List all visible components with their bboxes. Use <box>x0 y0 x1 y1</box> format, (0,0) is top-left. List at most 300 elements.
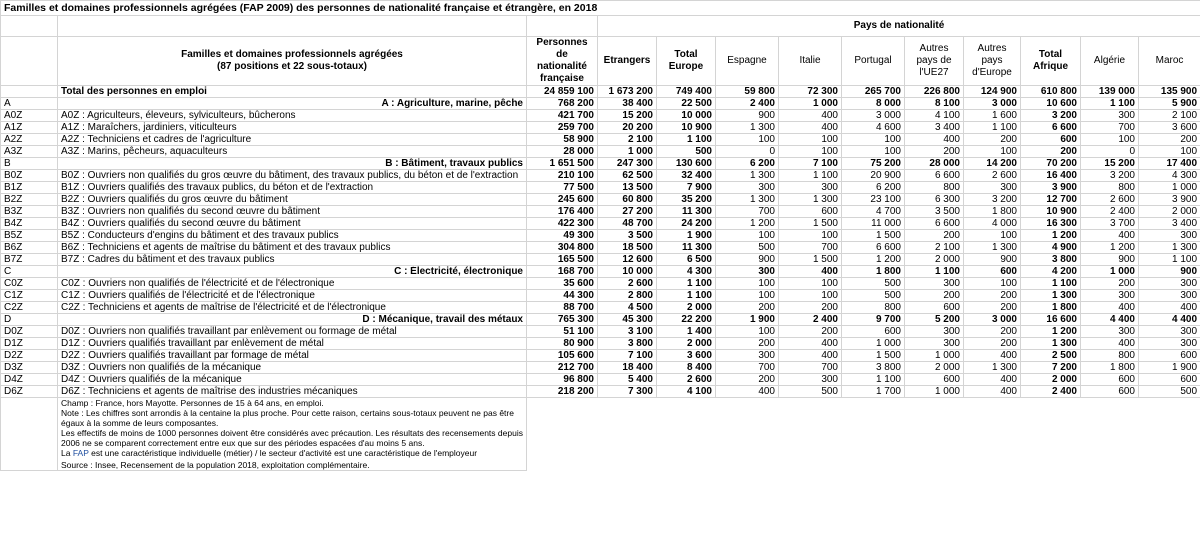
row-code: B3Z <box>1 206 58 218</box>
row-code: B5Z <box>1 230 58 242</box>
row-value: 139 000 <box>1081 86 1139 98</box>
row-value: 3 200 <box>1021 110 1081 122</box>
row-value: 300 <box>1139 326 1200 338</box>
row-value: 2 600 <box>657 374 716 386</box>
row-value: 17 400 <box>1139 158 1200 170</box>
row-code: D <box>1 314 58 326</box>
row-value: 3 600 <box>657 350 716 362</box>
row-value: 2 400 <box>1021 386 1081 398</box>
note-fap: La FAP est une caractéristique individuelle (métier) / le secteur d'activité est une caractéristique de l'employeur <box>61 448 478 458</box>
row-value: 1 000 <box>842 338 905 350</box>
row-value: 1 300 <box>1139 242 1200 254</box>
row-value: 4 500 <box>598 302 657 314</box>
row-label: B1Z : Ouvriers qualifiés des travaux publics, du béton et de l'extraction <box>58 182 527 194</box>
row-value: 300 <box>905 338 964 350</box>
row-value: 80 900 <box>527 338 598 350</box>
row-value: 3 900 <box>1139 194 1200 206</box>
note-rounding: Note : Les chiffres sont arrondis à la centaine la plus proche. Pour cette raison, certains sous-totaux peuvent ne pas être égaux à la somme de leurs composantes. <box>61 408 514 428</box>
row-value: 1 300 <box>964 362 1021 374</box>
row-value: 6 600 <box>905 218 964 230</box>
row-value: 20 200 <box>598 122 657 134</box>
row-value: 16 300 <box>1021 218 1081 230</box>
row-value: 300 <box>1081 110 1139 122</box>
row-value: 0 <box>716 146 779 158</box>
row-value: 300 <box>1081 326 1139 338</box>
row-value: 200 <box>964 290 1021 302</box>
family-header-title: Familles et domaines professionnels agrégées <box>181 49 403 60</box>
column-header-row <box>1 37 1200 86</box>
row-code: B1Z <box>1 182 58 194</box>
row-code: A2Z <box>1 134 58 146</box>
row-value: 28 000 <box>905 158 964 170</box>
row-value: 1 000 <box>779 98 842 110</box>
col-header-maroc: Maroc <box>1139 37 1200 86</box>
row-value: 2 500 <box>1021 350 1081 362</box>
row-code: A3Z <box>1 146 58 158</box>
row-value: 13 500 <box>598 182 657 194</box>
row-code: B4Z <box>1 218 58 230</box>
row-value: 245 600 <box>527 194 598 206</box>
row-value: 88 700 <box>527 302 598 314</box>
row-code: A0Z <box>1 110 58 122</box>
row-value: 900 <box>716 254 779 266</box>
row-value: 200 <box>964 338 1021 350</box>
row-value: 1 651 500 <box>527 158 598 170</box>
row-code: D1Z <box>1 338 58 350</box>
row-value: 15 200 <box>598 110 657 122</box>
row-value: 45 300 <box>598 314 657 326</box>
row-value: 210 100 <box>527 170 598 182</box>
table-row <box>1 386 1200 398</box>
row-value: 500 <box>657 146 716 158</box>
row-value: 4 300 <box>657 266 716 278</box>
row-value: 2 000 <box>905 254 964 266</box>
table-row <box>1 182 1200 194</box>
row-code: D3Z <box>1 362 58 374</box>
row-value: 3 400 <box>1139 218 1200 230</box>
row-value: 1 300 <box>1021 290 1081 302</box>
note-source: Source : Insee, Recensement de la population 2018, exploitation complémentaire. <box>61 460 370 470</box>
row-value: 600 <box>1081 386 1139 398</box>
row-value: 2 600 <box>964 170 1021 182</box>
row-value: 700 <box>779 362 842 374</box>
row-value: 400 <box>1139 302 1200 314</box>
row-value: 421 700 <box>527 110 598 122</box>
row-value: 900 <box>964 254 1021 266</box>
row-value: 3 500 <box>598 230 657 242</box>
row-value: 4 400 <box>1139 314 1200 326</box>
row-value: 1 100 <box>657 134 716 146</box>
row-value: 700 <box>779 242 842 254</box>
row-label: D : Mécanique, travail des métaux <box>58 314 527 326</box>
row-value: 176 400 <box>527 206 598 218</box>
row-value: 900 <box>1081 254 1139 266</box>
row-value: 100 <box>779 230 842 242</box>
row-value: 7 200 <box>1021 362 1081 374</box>
row-value: 1 200 <box>842 254 905 266</box>
row-value: 1 100 <box>779 170 842 182</box>
row-value: 1 100 <box>1081 98 1139 110</box>
row-value: 1 200 <box>716 218 779 230</box>
row-code: D4Z <box>1 374 58 386</box>
row-value: 1 300 <box>716 122 779 134</box>
row-value: 100 <box>779 278 842 290</box>
table-row <box>1 290 1200 302</box>
table-row <box>1 230 1200 242</box>
row-value: 38 400 <box>598 98 657 110</box>
row-value: 800 <box>1081 182 1139 194</box>
row-value: 1 673 200 <box>598 86 657 98</box>
row-value: 2 100 <box>1139 110 1200 122</box>
table-row <box>1 302 1200 314</box>
row-value: 200 <box>1021 146 1081 158</box>
row-code: B2Z <box>1 194 58 206</box>
row-value: 10 000 <box>657 110 716 122</box>
row-value: 3 200 <box>1081 170 1139 182</box>
row-value: 300 <box>905 326 964 338</box>
row-value: 800 <box>905 182 964 194</box>
row-value: 60 800 <box>598 194 657 206</box>
row-value: 218 200 <box>527 386 598 398</box>
row-value: 2 000 <box>905 362 964 374</box>
table-body <box>1 86 1200 398</box>
row-value: 49 300 <box>527 230 598 242</box>
row-value: 1 300 <box>779 194 842 206</box>
row-value: 5 900 <box>1139 98 1200 110</box>
row-code: B6Z <box>1 242 58 254</box>
row-value: 600 <box>905 302 964 314</box>
row-code: A1Z <box>1 122 58 134</box>
row-value: 900 <box>1139 266 1200 278</box>
row-code: B0Z <box>1 170 58 182</box>
row-value: 400 <box>1081 230 1139 242</box>
row-value: 35 600 <box>527 278 598 290</box>
row-value: 212 700 <box>527 362 598 374</box>
row-value: 1 300 <box>716 170 779 182</box>
row-value: 200 <box>964 134 1021 146</box>
row-value: 300 <box>716 182 779 194</box>
row-value: 16 400 <box>1021 170 1081 182</box>
row-value: 11 300 <box>657 206 716 218</box>
row-value: 2 800 <box>598 290 657 302</box>
row-code: C2Z <box>1 302 58 314</box>
row-value: 200 <box>779 326 842 338</box>
table-row <box>1 254 1200 266</box>
notes-row <box>1 398 1200 471</box>
table-row <box>1 326 1200 338</box>
row-label: C2Z : Techniciens et agents de maîtrise de l'électricité et de l'électronique <box>58 302 527 314</box>
row-code: D0Z <box>1 326 58 338</box>
row-value: 3 200 <box>964 194 1021 206</box>
row-value: 200 <box>716 302 779 314</box>
row-label: Total des personnes en emploi <box>58 86 527 98</box>
row-value: 3 900 <box>1021 182 1081 194</box>
section-row <box>1 314 1200 326</box>
row-label: B0Z : Ouvriers non qualifiés du gros œuvre du bâtiment, des travaux publics, du béton et de l'extraction <box>58 170 527 182</box>
row-value: 300 <box>1139 230 1200 242</box>
note-precaution: Les effectifs de moins de 1000 personnes doivent être considérés avec précaution. Les résultats des recensements depuis 2006 ne se comparent correctement entre eux que sur des périodes espacées d'au moins 5 ans. <box>61 428 523 448</box>
row-label: B7Z : Cadres du bâtiment et des travaux publics <box>58 254 527 266</box>
row-value: 900 <box>716 110 779 122</box>
row-value: 1 000 <box>1139 182 1200 194</box>
row-value: 700 <box>716 206 779 218</box>
row-value: 600 <box>905 374 964 386</box>
row-value: 100 <box>716 326 779 338</box>
row-value: 600 <box>779 206 842 218</box>
row-value: 100 <box>1139 146 1200 158</box>
row-value: 130 600 <box>657 158 716 170</box>
row-value: 400 <box>964 350 1021 362</box>
family-header <box>58 37 527 86</box>
row-code: C1Z <box>1 290 58 302</box>
row-value: 200 <box>1081 278 1139 290</box>
table-row <box>1 194 1200 206</box>
row-label: C : Électricité, électronique <box>58 266 527 278</box>
row-value: 300 <box>779 374 842 386</box>
row-value: 6 600 <box>905 170 964 182</box>
row-value: 24 859 100 <box>527 86 598 98</box>
row-label: D6Z : Techniciens et agents de maîtrise des industries mécaniques <box>58 386 527 398</box>
table-row <box>1 218 1200 230</box>
row-value: 3 000 <box>842 110 905 122</box>
row-value: 600 <box>1139 374 1200 386</box>
row-value: 11 000 <box>842 218 905 230</box>
row-value: 300 <box>1139 278 1200 290</box>
row-value: 24 200 <box>657 218 716 230</box>
row-value: 100 <box>716 134 779 146</box>
row-value: 300 <box>716 350 779 362</box>
row-value: 7 100 <box>779 158 842 170</box>
row-value: 1 800 <box>842 266 905 278</box>
row-value: 51 100 <box>527 326 598 338</box>
row-label: A0Z : Agriculteurs, éleveurs, sylviculteurs, bûcherons <box>58 110 527 122</box>
total-row <box>1 86 1200 98</box>
row-value: 70 200 <box>1021 158 1081 170</box>
row-value: 58 900 <box>527 134 598 146</box>
row-code: B <box>1 158 58 170</box>
row-value: 200 <box>964 326 1021 338</box>
row-value: 1 900 <box>1139 362 1200 374</box>
row-value: 2 100 <box>598 134 657 146</box>
row-value: 168 700 <box>527 266 598 278</box>
row-code: A <box>1 98 58 110</box>
row-value: 300 <box>964 182 1021 194</box>
table-row <box>1 278 1200 290</box>
row-value: 27 200 <box>598 206 657 218</box>
row-value: 400 <box>964 386 1021 398</box>
row-value: 1 600 <box>964 110 1021 122</box>
row-value: 3 700 <box>1081 218 1139 230</box>
col-header-total-afrique: Total Afrique <box>1021 37 1081 86</box>
row-value: 226 800 <box>905 86 964 98</box>
row-label: A1Z : Maraîchers, jardiniers, viticulteurs <box>58 122 527 134</box>
row-value: 32 400 <box>657 170 716 182</box>
row-value: 1 100 <box>657 278 716 290</box>
row-label: B : Bâtiment, travaux publics <box>58 158 527 170</box>
row-value: 300 <box>716 266 779 278</box>
row-value: 16 600 <box>1021 314 1081 326</box>
row-value: 1 200 <box>1081 242 1139 254</box>
table-row <box>1 374 1200 386</box>
row-value: 300 <box>1081 290 1139 302</box>
row-code: D6Z <box>1 386 58 398</box>
row-value: 100 <box>779 146 842 158</box>
row-value: 22 200 <box>657 314 716 326</box>
row-value: 77 500 <box>527 182 598 194</box>
row-value: 100 <box>716 278 779 290</box>
row-value: 75 200 <box>842 158 905 170</box>
row-value: 7 100 <box>598 350 657 362</box>
col-header-autres-europe: Autres pays d'Europe <box>964 37 1021 86</box>
row-label: D0Z : Ouvriers non qualifiés travaillant par enlèvement ou formage de métal <box>58 326 527 338</box>
row-value: 7 300 <box>598 386 657 398</box>
row-value: 44 300 <box>527 290 598 302</box>
row-value: 4 700 <box>842 206 905 218</box>
row-value: 1 400 <box>657 326 716 338</box>
row-value: 1 800 <box>1081 362 1139 374</box>
row-value: 265 700 <box>842 86 905 98</box>
row-value: 800 <box>842 302 905 314</box>
row-value: 600 <box>842 326 905 338</box>
row-value: 100 <box>842 146 905 158</box>
row-value: 10 900 <box>1021 206 1081 218</box>
row-value: 2 400 <box>779 314 842 326</box>
col-header-autres-ue27: Autres pays de l'UE27 <box>905 37 964 86</box>
row-value: 14 200 <box>964 158 1021 170</box>
row-value: 4 300 <box>1139 170 1200 182</box>
row-value: 12 700 <box>1021 194 1081 206</box>
row-value: 8 400 <box>657 362 716 374</box>
row-label: D2Z : Ouvriers qualifiés travaillant par formage de métal <box>58 350 527 362</box>
row-value: 700 <box>1081 122 1139 134</box>
row-value: 28 000 <box>527 146 598 158</box>
row-value: 500 <box>842 278 905 290</box>
row-label: D4Z : Ouvriers qualifiés de la mécanique <box>58 374 527 386</box>
row-value: 800 <box>1081 350 1139 362</box>
notes-cell <box>58 398 527 471</box>
section-row <box>1 158 1200 170</box>
row-value: 3 000 <box>964 314 1021 326</box>
row-value: 6 200 <box>716 158 779 170</box>
col-header-algerie: Algérie <box>1081 37 1139 86</box>
row-value: 400 <box>779 110 842 122</box>
row-code: C <box>1 266 58 278</box>
row-value: 2 000 <box>657 338 716 350</box>
row-value: 300 <box>779 182 842 194</box>
row-value: 100 <box>1081 134 1139 146</box>
row-value: 10 900 <box>657 122 716 134</box>
row-value: 1 700 <box>842 386 905 398</box>
row-value: 8 000 <box>842 98 905 110</box>
row-value: 500 <box>779 386 842 398</box>
group-header-row <box>1 16 1200 37</box>
row-value: 4 600 <box>842 122 905 134</box>
row-value: 200 <box>779 302 842 314</box>
row-value: 4 400 <box>1081 314 1139 326</box>
table-row <box>1 338 1200 350</box>
section-row <box>1 98 1200 110</box>
row-value: 400 <box>716 386 779 398</box>
family-header-sub: (87 positions et 22 sous-totaux) <box>216 61 368 72</box>
row-value: 18 500 <box>598 242 657 254</box>
row-value: 1 000 <box>905 386 964 398</box>
row-value: 600 <box>1021 134 1081 146</box>
row-value: 2 600 <box>598 278 657 290</box>
row-value: 8 100 <box>905 98 964 110</box>
row-label: D3Z : Ouvriers non qualifiés de la mécanique <box>58 362 527 374</box>
table-row <box>1 110 1200 122</box>
row-value: 2 000 <box>1139 206 1200 218</box>
row-value: 10 600 <box>1021 98 1081 110</box>
row-code <box>1 86 58 98</box>
row-value: 2 000 <box>1021 374 1081 386</box>
row-value: 200 <box>716 374 779 386</box>
row-value: 1 100 <box>1139 254 1200 266</box>
row-value: 6 500 <box>657 254 716 266</box>
row-code: B7Z <box>1 254 58 266</box>
row-value: 0 <box>1081 146 1139 158</box>
row-label: A : Agriculture, marine, pêche <box>58 98 527 110</box>
row-value: 300 <box>905 278 964 290</box>
table-row <box>1 350 1200 362</box>
row-value: 4 100 <box>657 386 716 398</box>
row-value: 749 400 <box>657 86 716 98</box>
row-value: 100 <box>964 146 1021 158</box>
row-value: 1 500 <box>779 254 842 266</box>
row-value: 1 800 <box>1021 302 1081 314</box>
row-value: 6 300 <box>905 194 964 206</box>
row-value: 1 900 <box>657 230 716 242</box>
row-value: 400 <box>779 350 842 362</box>
row-value: 610 800 <box>1021 86 1081 98</box>
row-value: 200 <box>905 230 964 242</box>
row-value: 165 500 <box>527 254 598 266</box>
row-value: 400 <box>905 134 964 146</box>
row-value: 1 200 <box>1021 230 1081 242</box>
row-value: 2 400 <box>1081 206 1139 218</box>
row-value: 1 300 <box>716 194 779 206</box>
row-value: 59 800 <box>716 86 779 98</box>
row-value: 124 900 <box>964 86 1021 98</box>
row-value: 200 <box>905 146 964 158</box>
row-value: 300 <box>1139 338 1200 350</box>
row-value: 600 <box>1139 350 1200 362</box>
fap-link[interactable]: FAP <box>72 448 89 458</box>
row-value: 300 <box>1139 290 1200 302</box>
row-value: 1 100 <box>657 290 716 302</box>
row-label: C0Z : Ouvriers non qualifiés de l'électricité et de l'électronique <box>58 278 527 290</box>
row-value: 100 <box>842 134 905 146</box>
row-value: 6 200 <box>842 182 905 194</box>
row-value: 3 800 <box>1021 254 1081 266</box>
row-value: 3 000 <box>964 98 1021 110</box>
row-value: 500 <box>842 290 905 302</box>
row-value: 105 600 <box>527 350 598 362</box>
row-label: B4Z : Ouvriers qualifiés du second œuvre du bâtiment <box>58 218 527 230</box>
row-value: 7 900 <box>657 182 716 194</box>
row-label: B6Z : Techniciens et agents de maîtrise du bâtiment et des travaux publics <box>58 242 527 254</box>
row-value: 1 000 <box>1081 266 1139 278</box>
row-value: 2 000 <box>657 302 716 314</box>
col-header-espagne: Espagne <box>716 37 779 86</box>
row-value: 4 900 <box>1021 242 1081 254</box>
row-value: 600 <box>1081 374 1139 386</box>
row-value: 6 600 <box>842 242 905 254</box>
row-value: 72 300 <box>779 86 842 98</box>
row-value: 400 <box>779 122 842 134</box>
row-value: 4 000 <box>964 218 1021 230</box>
row-value: 1 200 <box>1021 326 1081 338</box>
